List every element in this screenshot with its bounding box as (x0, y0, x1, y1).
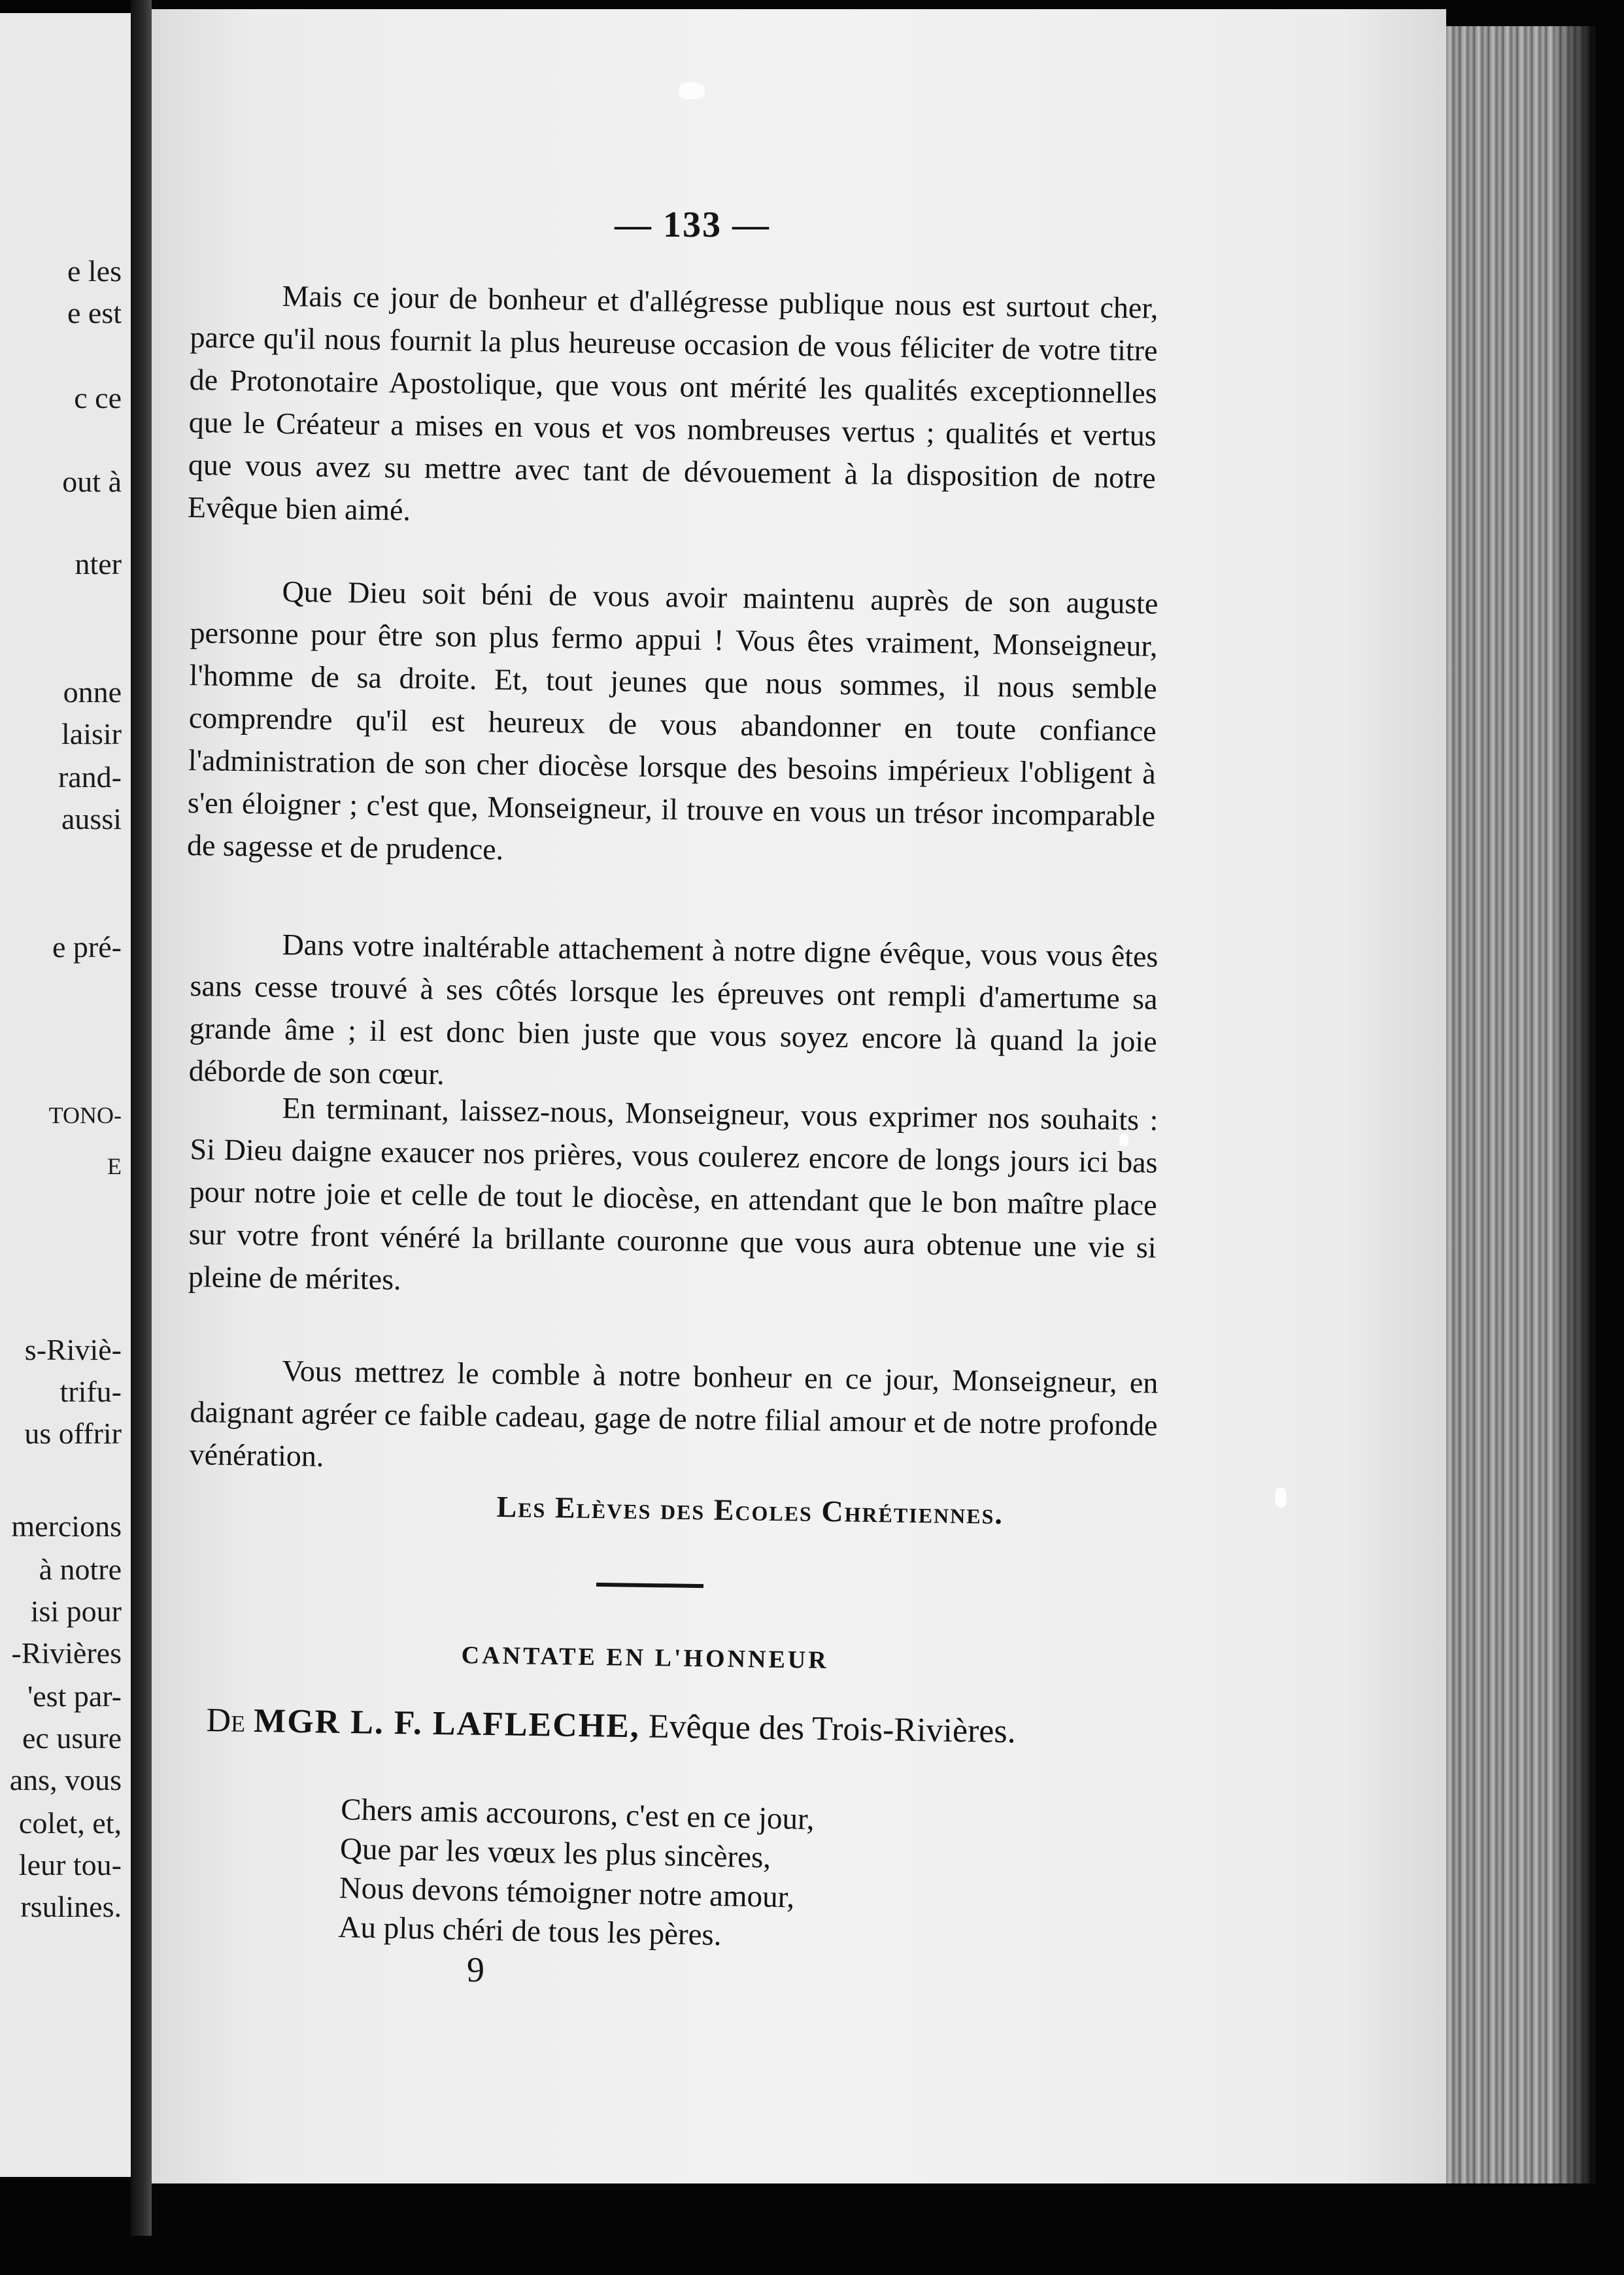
cantata-verse (338, 1790, 815, 1957)
dedication-name: MGR L. F. LAFLECHE, (253, 1702, 641, 1745)
facing-page-line: s-Riviè- (24, 1333, 122, 1366)
book-gutter (131, 0, 152, 2236)
facing-page-line: c ce (74, 381, 122, 414)
facing-page-line: us offrir (24, 1417, 122, 1450)
facing-page-line: 'est par- (27, 1679, 122, 1713)
verse-line: Nous devons témoigner notre amour, (339, 1870, 795, 1915)
facing-page-line: e pré- (52, 930, 122, 964)
facing-page-line: e les (67, 254, 122, 288)
body-paragraph: Mais ce jour de bonheur et d'allégresse publique nous est surtout cher, parce qu'il nous fournit la plus heureuse occasion de vous féliciter de votre titre de Protonotaire Apostolique, que vous ont mérité les qualités exceptionnelles que le Créateur a mises en vous et vos nombreuses vertus ; qualités et vertus que vous avez su mettre avec tant de dévouement à la disposition de notre Evêque bien aimé. (187, 278, 1159, 527)
facing-page-line: nter (75, 547, 122, 581)
facing-page-line: à notre (39, 1553, 122, 1586)
printer-signature-mark: 9 (467, 1950, 484, 1989)
body-paragraph: Que Dieu soit béni de vous avoir maintenu auprès de son auguste personne pour être son plus fermo appui ! Vous êtes vraiment, Monseigneur, l'homme de sa droite. Et, tout jeunes que nous sommes, il nous semble comprendre qu'il est heureux de vous abandonner en toute confiance l'administration de son cher diocèse lorsque des besoins impérieux l'obligent à s'en éloigner ; c'est que, Monseigneur, il trouve en vous un trésor incomparable de sagesse et de prudence. (186, 574, 1159, 866)
page-edges-shadow (1556, 26, 1595, 2183)
signature: Les Elèves des Ecoles Chrétiennes. (496, 1490, 1004, 1530)
body-paragraph: Vous mettrez le comble à notre bonheur en ce jour, Monseigneur, en daignant agréer ce faible cadeau, gage de notre filial amour et de notre profonde vénération. (189, 1353, 1159, 1473)
facing-page-line: colet, et, (18, 1806, 122, 1840)
facing-page-line: -Rivières (11, 1636, 122, 1670)
facing-page-line: aussi (61, 802, 122, 835)
body-paragraph: Dans votre inaltérable attachement à notre digne évêque, vous vous êtes sans cesse trouvé à ses côtés lorsque les épreuves ont rempli d'amertume sa grande âme ; il est donc bien juste que vous soyez encore là quand la joie déborde de son cœur. (188, 927, 1159, 1091)
verse-line: Que par les vœux les plus sincères, (339, 1831, 771, 1875)
facing-page-line: ans, vous (9, 1763, 122, 1796)
facing-page-line: trifu- (59, 1375, 122, 1408)
facing-page-line: ec usure (22, 1721, 122, 1755)
facing-page-line: TONO- (48, 1102, 122, 1128)
facing-page-line: isi pour (30, 1594, 122, 1628)
facing-page-line: rsulines. (20, 1890, 122, 1923)
facing-page-fragment (0, 13, 135, 2177)
facing-page-line: mercions (11, 1509, 122, 1543)
dedication-prefix: De (206, 1702, 246, 1740)
verse-line: Chers amis accourons, c'est en ce jour, (340, 1792, 815, 1837)
facing-page-line: onne (63, 675, 122, 709)
facing-page-line: laisir (61, 717, 122, 750)
scan-speck (1275, 1488, 1287, 1508)
body-paragraph: En terminant, laissez-nous, Monseigneur, vous exprimer nos souhaits : Si Dieu daigne exaucer nos prières, vous coulerez encore de longs jours ici bas pour notre joie et celle de tout le diocèse, en attendant que le bon maître place sur votre front vénéré la brillante couronne que vous aura obtenue une vie si pleine de mérites. (188, 1090, 1159, 1296)
facing-page-line: E (107, 1153, 122, 1179)
scan-speck (679, 82, 705, 99)
facing-page-line: rand- (58, 760, 122, 794)
dedication-suffix: Evêque des Trois-Rivières. (648, 1708, 1017, 1751)
facing-page-line: leur tou- (18, 1848, 122, 1881)
cantata-heading: CANTATE EN L'HONNEUR (461, 1642, 830, 1674)
facing-page-line: e est (67, 296, 122, 329)
page-number: — 133 — (615, 205, 770, 245)
facing-page-line: out à (62, 465, 122, 498)
verse-line: Au plus chéri de tous les pères. (338, 1910, 722, 1953)
